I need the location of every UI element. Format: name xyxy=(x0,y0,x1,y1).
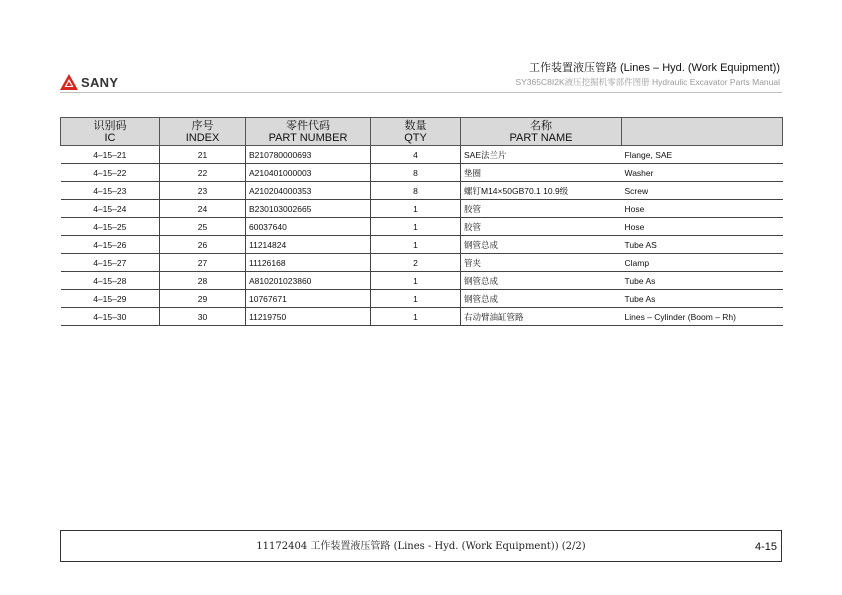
cell-name-zh: 管夹 xyxy=(461,254,622,272)
cell-name-en: Tube AS xyxy=(622,236,783,254)
page-title: 工作装置液压管路 (Lines – Hyd. (Work Equipment)) xyxy=(528,62,780,74)
table-row xyxy=(61,290,783,308)
table-row xyxy=(61,218,783,236)
cell-index: 24 xyxy=(160,200,246,218)
cell-name-en: Flange, SAE xyxy=(622,146,783,164)
cell-index: 28 xyxy=(160,272,246,290)
cell-part-number: 11214824 xyxy=(246,236,371,254)
cell-qty: 1 xyxy=(371,272,461,290)
cell-part-number: 11219750 xyxy=(246,308,371,326)
header-divider xyxy=(60,92,782,93)
cell-name-zh: 钢管总成 xyxy=(461,236,622,254)
table-row xyxy=(61,164,783,182)
cell-name-zh: 钢管总成 xyxy=(461,272,622,290)
cell-qty: 2 xyxy=(371,254,461,272)
cell-index: 23 xyxy=(160,182,246,200)
cell-name-en: Clamp xyxy=(622,254,783,272)
cell-qty: 1 xyxy=(371,236,461,254)
header-part-number: 零件代码 PART NUMBER xyxy=(246,118,371,146)
cell-ic: 4–15–30 xyxy=(61,308,160,326)
cell-name-en: Lines – Cylinder (Boom – Rh) xyxy=(622,308,783,326)
table-row xyxy=(61,308,783,326)
brand-name: SANY xyxy=(81,74,119,90)
cell-name-en: Tube As xyxy=(622,272,783,290)
header-blank xyxy=(622,118,783,146)
cell-ic: 4–15–21 xyxy=(61,146,160,164)
cell-ic: 4–15–25 xyxy=(61,218,160,236)
cell-part-number: 60037640 xyxy=(246,218,371,236)
sany-logo xyxy=(59,73,118,91)
cell-name-zh: 胶管 xyxy=(461,200,622,218)
cell-index: 21 xyxy=(160,146,246,164)
cell-part-number: A210401000003 xyxy=(246,164,371,182)
table-row xyxy=(61,146,783,164)
cell-name-zh: SAE法兰片 xyxy=(461,146,622,164)
cell-part-number: B210780000693 xyxy=(246,146,371,164)
table-body xyxy=(61,146,783,326)
cell-index: 25 xyxy=(160,218,246,236)
cell-qty: 1 xyxy=(371,308,461,326)
cell-name-en: Hose xyxy=(622,200,783,218)
cell-name-zh: 垫圈 xyxy=(461,164,622,182)
sany-triangle-icon xyxy=(59,73,79,91)
header-ic: 识别码 IC xyxy=(61,118,160,146)
cell-qty: 8 xyxy=(371,182,461,200)
cell-ic: 4–15–23 xyxy=(61,182,160,200)
manual-subtitle: SY365C8I2K液压挖掘机零部件图册 Hydraulic Excavator Parts Manual xyxy=(515,77,780,87)
cell-ic: 4–15–24 xyxy=(61,200,160,218)
cell-name-en: Washer xyxy=(622,164,783,182)
cell-qty: 4 xyxy=(371,146,461,164)
footer xyxy=(60,530,782,562)
cell-qty: 1 xyxy=(371,200,461,218)
table-header-row xyxy=(61,118,783,146)
table-row xyxy=(61,236,783,254)
cell-name-zh: 钢管总成 xyxy=(461,290,622,308)
cell-part-number: A210204000353 xyxy=(246,182,371,200)
cell-name-en: Tube As xyxy=(622,290,783,308)
cell-index: 22 xyxy=(160,164,246,182)
cell-part-number: B230103002665 xyxy=(246,200,371,218)
cell-ic: 4–15–28 xyxy=(61,272,160,290)
table-row xyxy=(61,200,783,218)
cell-ic: 4–15–22 xyxy=(61,164,160,182)
cell-name-en: Screw xyxy=(622,182,783,200)
cell-name-zh: 右动臂油缸管路 xyxy=(461,308,622,326)
cell-part-number: A810201023860 xyxy=(246,272,371,290)
cell-index: 27 xyxy=(160,254,246,272)
header-index: 序号 INDEX xyxy=(160,118,246,146)
header-qty: 数量 QTY xyxy=(371,118,461,146)
table-row xyxy=(61,254,783,272)
header-part-name: 名称 PART NAME xyxy=(461,118,622,146)
cell-ic: 4–15–29 xyxy=(61,290,160,308)
cell-name-zh: 螺钉M14×50GB70.1 10.9级 xyxy=(461,182,622,200)
cell-index: 30 xyxy=(160,308,246,326)
cell-part-number: 11126168 xyxy=(246,254,371,272)
footer-caption: 11172404 工作装置液压管路 (Lines - Hyd. (Work Equipment)) (2/2) xyxy=(256,541,586,552)
cell-ic: 4–15–27 xyxy=(61,254,160,272)
cell-name-zh: 胶管 xyxy=(461,218,622,236)
cell-qty: 8 xyxy=(371,164,461,182)
table-row xyxy=(61,182,783,200)
cell-qty: 1 xyxy=(371,290,461,308)
cell-name-en: Hose xyxy=(622,218,783,236)
cell-index: 29 xyxy=(160,290,246,308)
cell-ic: 4–15–26 xyxy=(61,236,160,254)
cell-index: 26 xyxy=(160,236,246,254)
table-row xyxy=(61,272,783,290)
cell-part-number: 10767671 xyxy=(246,290,371,308)
page-number: 4-15 xyxy=(754,541,777,553)
parts-table xyxy=(60,117,783,326)
cell-qty: 1 xyxy=(371,218,461,236)
